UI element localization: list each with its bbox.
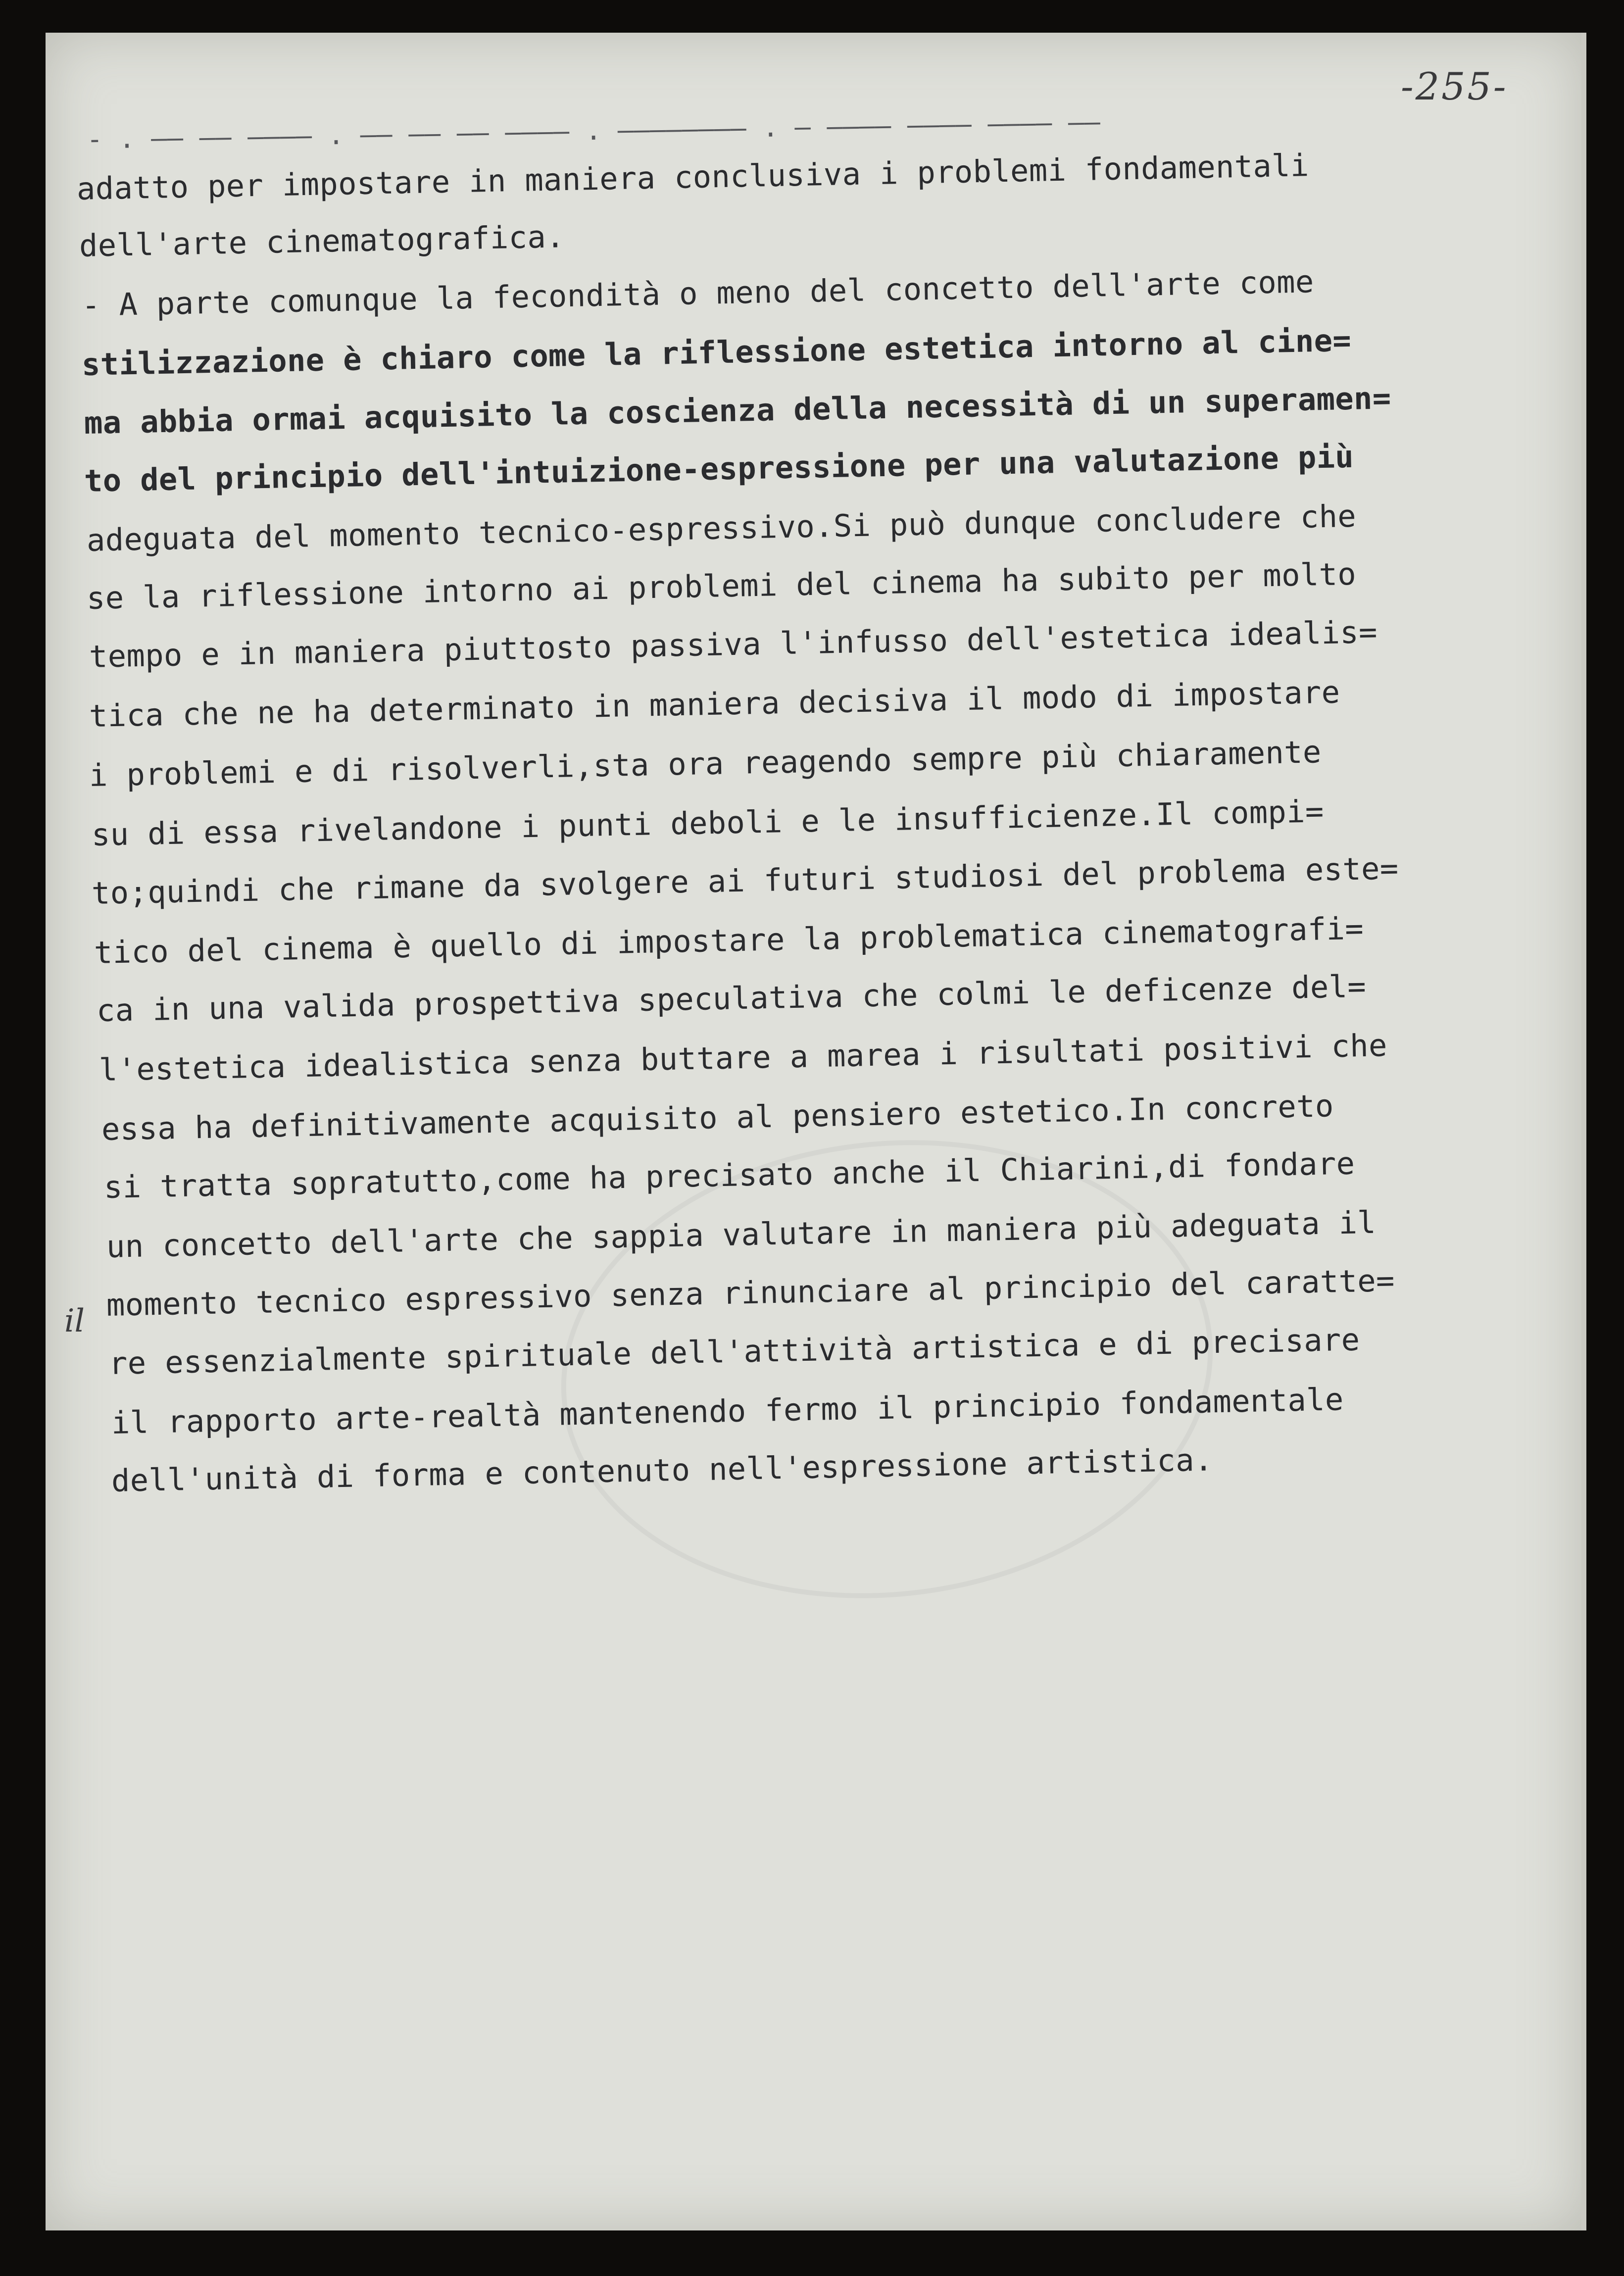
text-line: to del principio dell'intuizione-espressione per una valutazione più (84, 438, 1354, 499)
text-line: re essenzialmente spirituale dell'attività artistica e di precisare (108, 1321, 1360, 1382)
text-line: tica che ne ha determinato in maniera decisiva il modo di impostare (89, 674, 1340, 734)
text-line: ma abbia ormai acquisito la coscienza della necessità di un superamen= (84, 380, 1392, 441)
text-line: un concetto dell'arte che sappia valutare in maniera più adeguata il (106, 1204, 1377, 1265)
text-line: si tratta sopratutto,come ha precisato anche il Chiarini,di fondare (103, 1145, 1355, 1205)
text-line: tempo e in maniera piuttosto passiva l'infusso dell'estetica idealis= (89, 614, 1378, 675)
handwritten-margin-note: il (64, 1303, 85, 1339)
text-line: adeguata del momento tecnico-espressivo.Si può dunque concludere che (86, 497, 1357, 558)
text-line: il rapporto arte-realtà mantenendo fermo il principio fondamentale (111, 1381, 1344, 1441)
text-line: - A parte comunque la fecondità o meno del concetto dell'arte come (81, 263, 1315, 323)
text-line: dell'arte cinematografica. (79, 218, 565, 264)
text-line: momento tecnico espressivo senza rinunciare al principio del caratte= (106, 1262, 1395, 1323)
text-line: dell'unità di forma e contenuto nell'espressione artistica. (111, 1441, 1214, 1499)
text-line: l'estetica idealistica senza buttare a marea i risultati positivi che (98, 1027, 1388, 1088)
page-number: -255- (1401, 64, 1508, 108)
text-line: se la riflessione intorno ai problemi del cinema ha subito per molto (86, 555, 1357, 616)
text-line: stilizzazione è chiaro come la riflessione estetica intorno al cine= (81, 322, 1352, 383)
text-line: i problemi e di risolverli,sta ora reagendo sempre più chiaramente (89, 734, 1322, 793)
text-line: su di essa rivelandone i punti deboli e le insufficienze.Il compi= (91, 793, 1325, 853)
text-line: adatto per impostare in maniera conclusiva i problemi fondamentali (76, 147, 1310, 207)
text-line: to;quindi che rimane da svolgere ai futuri studiosi del problema este= (91, 850, 1399, 911)
text-line: ca in una valida prospettiva speculativa che colmi le deficenze del= (96, 968, 1367, 1029)
sheet-edge (1581, 33, 1586, 2230)
text-line: essa ha definitivamente acquisito al pensiero estetico.In concreto (101, 1088, 1334, 1147)
struck-dash-row: - . —— —— ———— . —— —— —— ———— . ———————— . — ———— ———— ———— —— (86, 106, 1101, 155)
text-line: tico del cinema è quello di impostare la problematica cinematografi= (94, 910, 1364, 971)
